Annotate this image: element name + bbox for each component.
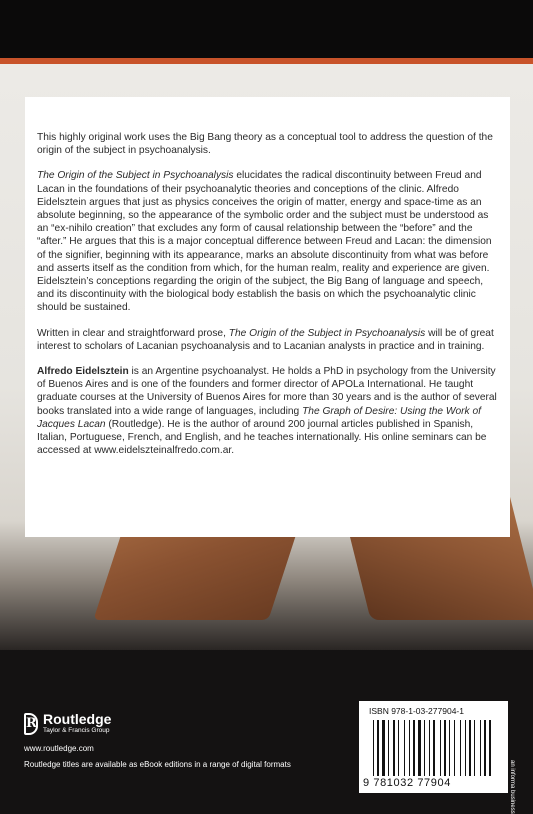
informa-tagline: an informa business	[509, 760, 515, 814]
barcode-bar	[484, 720, 486, 776]
barcode-bar	[460, 720, 461, 776]
barcode-bar	[409, 720, 410, 776]
barcode-bar	[396, 720, 397, 776]
barcode-bar	[482, 720, 483, 776]
barcode-bar	[398, 720, 399, 776]
blurb-intro	[37, 131, 498, 157]
barcode-bar	[413, 720, 415, 776]
routledge-logo	[24, 712, 111, 735]
barcode-bar	[377, 720, 379, 776]
barcode-bar	[472, 720, 473, 776]
barcode-bar	[406, 720, 408, 776]
barcode-bar	[393, 720, 395, 776]
barcode-digits: 9 781032 77904	[363, 777, 451, 789]
barcode-bar	[492, 720, 493, 776]
barcode-box	[359, 701, 508, 793]
barcode-bar	[462, 720, 464, 776]
barcode-bar	[429, 720, 430, 776]
audience-lead: Written in clear and straightforward prose,	[37, 327, 229, 339]
top-dark-band	[0, 0, 533, 58]
barcode-bar	[436, 720, 439, 776]
barcode-bar	[382, 720, 385, 776]
barcode-bar	[422, 720, 423, 776]
previous-book-title: The Graph of Desire: Using the Work of Jacques Lacan	[37, 405, 481, 430]
blurb-audience	[37, 327, 498, 353]
barcode-bar	[424, 720, 425, 776]
barcode-bar	[487, 720, 488, 776]
barcode-bar	[426, 720, 428, 776]
author-name: Alfredo Eidelsztein	[37, 366, 129, 378]
barcode-bar	[388, 720, 389, 776]
summary-text: elucidates the radical discontinuity between Freud and Lacan in the foundations of their psychoanalytic theories and conceptions of the clinic. Alfredo Eidelsztein argues that just as physics conceives the origin of matter, energy and space-time as an absolute beginning, so the appearance of the symbolic order and the subject must be understood as an “ex-nihilo creation” that excludes any form of causal relationship between the “before” and the “after.” He argues that this is a major conceptual difference between Freud and Lacan: the dimension of the signifier, beginning with its appearance, marks an absolute discontinuity from what was before and asserts itself as the condition from which, for the human realm, reality and experience are given. Eidelsztein’s conceptions regarding the origin of the subject, the Big Bang of language and speech, and its discontinuity with the biological body establish the basis on which the psychoanalytic clinic should be sustained.	[37, 170, 492, 314]
bio-text: is an Argentine psychoanalyst. He holds a PhD in psychology from the University of Buenos Aires and is one of the founders and former director of APOLa International. He taught graduate courses at the University of Buenos Aires for more than 30 years and is the author of several books translated into a wide range of languages, including	[37, 366, 497, 417]
barcode-bar	[447, 720, 448, 776]
barcode-bar	[400, 720, 403, 776]
barcode-bar	[375, 720, 376, 776]
barcode-bar	[390, 720, 392, 776]
barcode-bar	[418, 720, 421, 776]
barcode-bar	[404, 720, 405, 776]
barcode-bar	[480, 720, 481, 776]
author-bio	[37, 365, 498, 457]
barcode-bar	[442, 720, 443, 776]
barcode-bar	[456, 720, 459, 776]
isbn-label: ISBN 978-1-03-277904-1	[369, 706, 464, 716]
barcode-bar	[449, 720, 450, 776]
barcode-bar	[431, 720, 432, 776]
ebook-note: Routledge titles are available as eBook editions in a range of digital formats	[24, 760, 291, 769]
barcode-bar	[474, 720, 475, 776]
barcode-bar	[444, 720, 446, 776]
barcode-bars	[373, 720, 497, 776]
audience-text: will be of great interest to scholars of Lacanian psychoanalysis and to Lacanian analysts in practice and in training.	[37, 327, 494, 352]
barcode-bar	[416, 720, 417, 776]
bio-end-text: (Routledge). He is the author of around 200 journal articles published in Spanish, Italian, Portuguese, French, and English, and he teaches internationally. His online seminars can be accessed at www.eidelszteinalfredo.com.ar.	[37, 418, 487, 457]
barcode-bar	[454, 720, 455, 776]
barcode-bar	[386, 720, 387, 776]
barcode-bar	[433, 720, 435, 776]
publisher-website[interactable]: www.routledge.com	[24, 744, 94, 753]
book-title-italic-2: The Origin of the Subject in Psychoanalysis	[228, 327, 426, 339]
barcode-bar	[469, 720, 471, 776]
book-title-italic: The Origin of the Subject in Psychoanalysis	[37, 170, 234, 182]
blurb-panel	[25, 97, 510, 537]
barcode-bar	[380, 720, 381, 776]
barcode-bar	[476, 720, 479, 776]
logo-text	[43, 712, 111, 735]
barcode-bar	[440, 720, 441, 776]
blurb-summary	[37, 169, 498, 314]
intro-text: This highly original work uses the Big Bang theory as a conceptual tool to address the question of the origin of the subject in psychoanalysis.	[37, 132, 493, 157]
barcode-bar	[373, 720, 374, 776]
publisher-group: Taylor & Francis Group	[43, 727, 110, 734]
routledge-r-icon: R	[24, 713, 38, 735]
barcode-bar	[411, 720, 412, 776]
publisher-name: Routledge	[43, 711, 112, 727]
barcode-bar	[489, 720, 491, 776]
barcode-bar	[465, 720, 466, 776]
barcode-bar	[451, 720, 453, 776]
barcode-bar	[467, 720, 468, 776]
